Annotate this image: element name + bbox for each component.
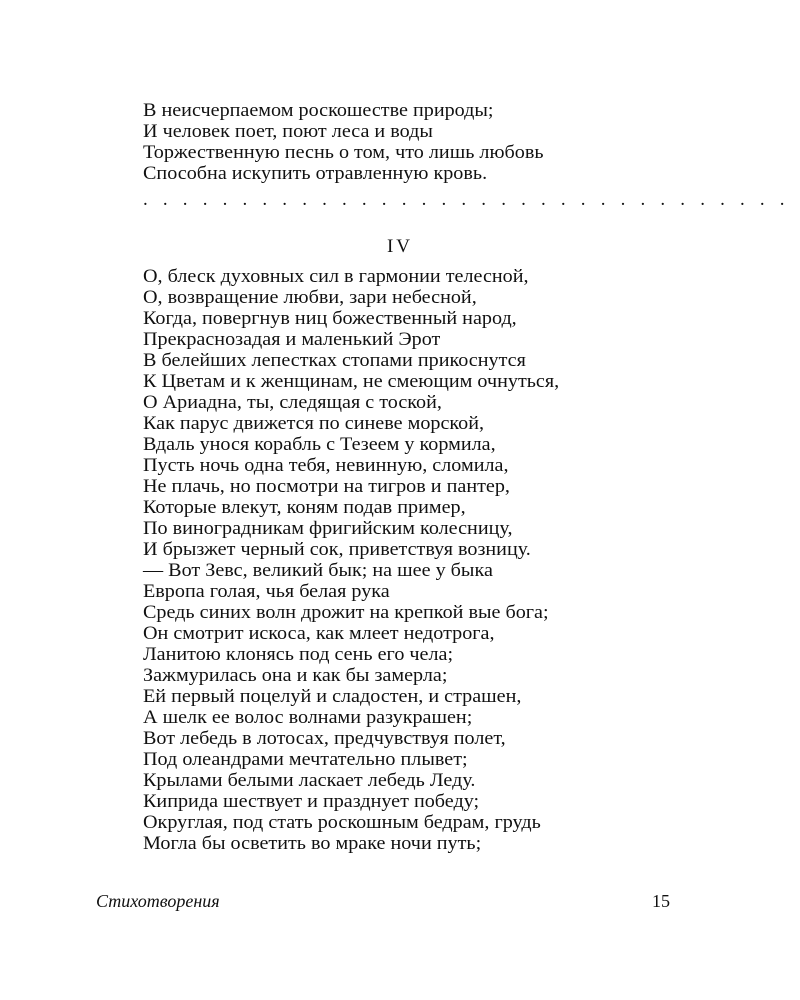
verse-line: По виноградникам фригийским колесницу,: [143, 518, 513, 539]
verse-line: Способна искупить отравленную кровь.: [143, 163, 488, 184]
verse-line: В белейших лепестках стопами прикоснутся: [143, 350, 526, 371]
verse-line: О, возвращение любви, зари небесной,: [143, 287, 477, 308]
verse-line: Торжественную песнь о том, что лишь любовь: [143, 142, 544, 163]
verse-line: Пусть ночь одна тебя, невинную, сломила,: [143, 455, 509, 476]
verse-line: Которые влекут, коням подав пример,: [143, 497, 466, 518]
verse-line: Округлая, под стать роскошным бедрам, грудь: [143, 812, 541, 833]
verse-line: Вдаль унося корабль с Тезеем у кормила,: [143, 434, 496, 455]
verse-line: Киприда шествует и празднует победу;: [143, 791, 480, 812]
verse-line: Крылами белыми ласкает лебедь Леду.: [143, 770, 476, 791]
verse-line: Под олеандрами мечтательно плывет;: [143, 749, 468, 770]
verse-line: К Цветам и к женщинам, не смеющим очнуться,: [143, 371, 560, 392]
verse-line: А шелк ее волос волнами разукрашен;: [143, 707, 473, 728]
verse-line: О, блеск духовных сил в гармонии телесной,: [143, 266, 529, 287]
verse-line: Средь синих волн дрожит на крепкой вые бога;: [143, 602, 549, 623]
verse-line: — Вот Зевс, великий бык; на шее у быка: [143, 560, 493, 581]
stanza-main: [143, 266, 560, 854]
verse-line: Вот лебедь в лотосах, предчувствуя полет,: [143, 728, 506, 749]
verse-line: Ланитою клонясь под сень его чела;: [143, 644, 454, 665]
verse-line: О Ариадна, ты, следящая с тоской,: [143, 392, 442, 413]
verse-line: И человек поет, поют леса и воды: [143, 121, 433, 142]
verse-line: Прекраснозадая и маленький Эрот: [143, 329, 441, 350]
omission-dots: . . . . . . . . . . . . . . . . . . . . . . . . . . . . . . . . .: [143, 189, 790, 210]
verse-line: Он смотрит искоса, как млеет недотрога,: [143, 623, 495, 644]
verse-line: Зажмурилась она и как бы замерла;: [143, 665, 448, 686]
verse-line: Когда, повергнув ниц божественный народ,: [143, 308, 517, 329]
page-number: 15: [652, 891, 670, 911]
verse-line: Не плачь, но посмотри на тигров и пантер,: [143, 476, 510, 497]
verse-line: Могла бы осветить во мраке ночи путь;: [143, 833, 482, 854]
stanza-top: [143, 100, 544, 184]
verse-line: Европа голая, чья белая рука: [143, 581, 390, 602]
verse-line: Как парус движется по синеве морской,: [143, 413, 485, 434]
section-heading: IV: [386, 236, 414, 257]
verse-line: И брызжет черный сок, приветствуя возницу.: [143, 539, 531, 560]
verse-line: Ей первый поцелуй и сладостен, и страшен,: [143, 686, 522, 707]
running-footer-title: Стихотворения: [96, 891, 220, 911]
verse-line: В неисчерпаемом роскошестве природы;: [143, 100, 494, 121]
